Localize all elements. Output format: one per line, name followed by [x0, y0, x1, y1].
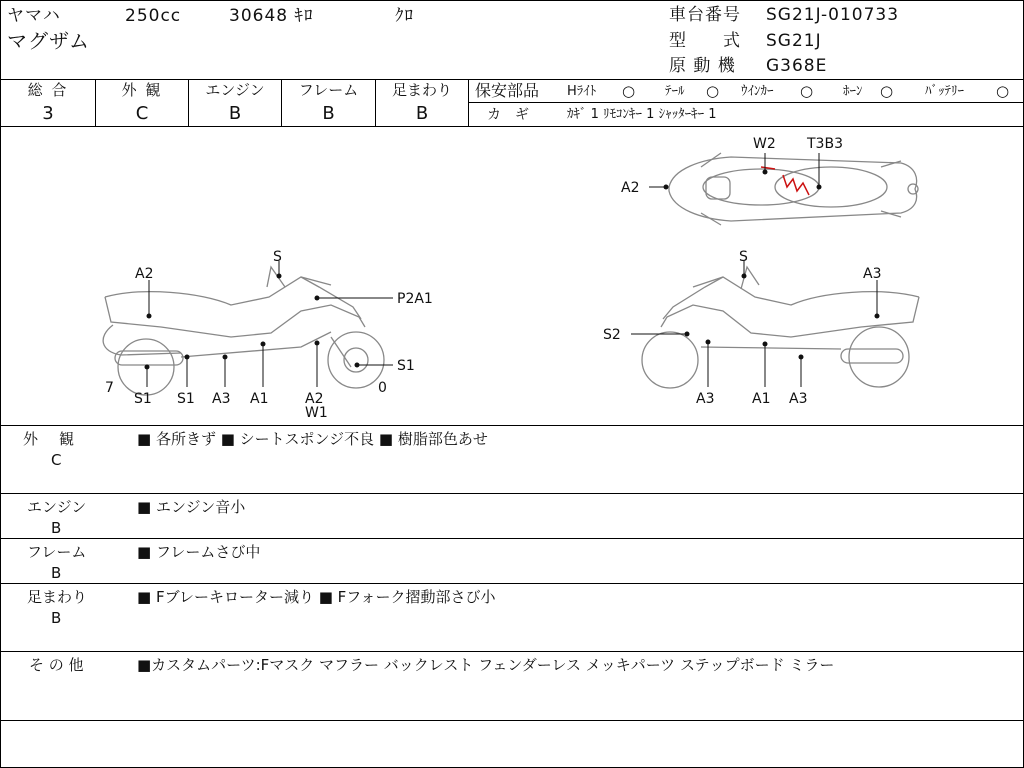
vehicle-header [1, 1, 1023, 80]
grade-frame [282, 80, 376, 126]
remark-text: ■ 各所きず ■ シートスポンジ不良 ■ 樹脂部色あせ [137, 430, 488, 448]
status-icon: ○ [996, 82, 1010, 100]
safety-item-winker: ｳｲﾝｶｰ [741, 84, 774, 99]
diagram-label: A1 [250, 391, 269, 407]
frame-no: SG21J-010733 [766, 5, 900, 25]
grade-label: 総 合 [27, 81, 69, 99]
grade-label: エンジン [205, 81, 265, 99]
remark-grade: B [51, 564, 62, 582]
safety-item-tail: ﾃｰﾙ [665, 84, 685, 99]
remark-category: フレーム [27, 543, 87, 561]
grade-label: フレーム [298, 81, 359, 99]
safety-item-headlight: Hﾗｲﾄ [567, 84, 597, 99]
grade-value: B [228, 103, 242, 124]
diagram-label: S1 [177, 391, 195, 407]
status-icon: ○ [706, 82, 720, 100]
remark-text: ■ Fブレーキローター減り ■ Fフォーク摺動部さび小 [137, 588, 496, 606]
diagram-label: S [273, 249, 282, 265]
remark-grade: B [51, 609, 62, 627]
remark-engine [1, 494, 1023, 539]
grade-suspension [376, 80, 469, 126]
displacement: 250cc [125, 6, 182, 26]
engine-label: 原 動 機 [669, 56, 736, 76]
type-value: SG21J [766, 31, 822, 51]
maker: ヤマハ [7, 6, 61, 26]
grade-row [1, 80, 1023, 127]
remark-category: 足まわり [27, 588, 88, 606]
diagram-label: A3 [212, 391, 231, 407]
grade-value: C [135, 103, 149, 124]
grade-label: 外 観 [121, 81, 163, 99]
status-icon: ○ [880, 82, 894, 100]
remark-category: エンジン [27, 498, 87, 516]
damage-markers [145, 170, 880, 370]
grade-engine [189, 80, 282, 126]
grade-value: 3 [42, 103, 54, 124]
remark-grade: B [51, 519, 62, 537]
safety-title: 保安部品 [475, 81, 540, 100]
engine-value: G368E [766, 56, 828, 76]
model-name: マグザム [7, 29, 90, 53]
grade-exterior [96, 80, 189, 126]
remark-category: そ の 他 [29, 656, 84, 674]
remark-grade: C [51, 451, 62, 469]
safety-item-horn: ﾎｰﾝ [843, 84, 863, 99]
diagram-label: A1 [752, 391, 771, 407]
diagram-label: A2 [305, 391, 324, 407]
leader-lines [147, 153, 877, 387]
remark-other [1, 652, 1023, 721]
frame-no-label: 車台番号 [669, 5, 741, 25]
diagram-label: W2 [753, 136, 776, 152]
remark-suspension [1, 584, 1023, 652]
type-label: 型 式 [669, 31, 741, 51]
color: ｸﾛ [395, 6, 414, 26]
keys-value: ｶｷﾞ 1 ﾘﾓｺﾝｷｰ 1 ｼｬｯﾀｰｷｰ 1 [567, 107, 717, 122]
damage-diagram [1, 127, 1023, 426]
grade-label: 足まわり [391, 81, 452, 99]
grade-value: B [322, 103, 335, 124]
diagram-label: 7 [105, 380, 114, 396]
diagram-label: A3 [863, 266, 882, 282]
diagram-label: P2A1 [397, 291, 433, 307]
diagram-label: A3 [789, 391, 808, 407]
safety-parts [469, 80, 1023, 126]
scooter-drawing [1, 127, 1023, 425]
remark-text: ■カスタムパーツ:Fマスク マフラー バックレスト フェンダーレス メッキパーツ ステップボード ミラー [137, 656, 835, 674]
safety-item-battery: ﾊﾞｯﾃﾘｰ [925, 84, 964, 99]
diagram-label: A2 [621, 180, 640, 196]
keys-label: カ ギ [487, 107, 529, 123]
diagram-label: S1 [134, 391, 152, 407]
diagram-label: W1 [305, 405, 328, 421]
diagram-label: A2 [135, 266, 154, 282]
grade-value: B [415, 103, 429, 124]
status-icon: ○ [800, 82, 814, 100]
remark-frame [1, 539, 1023, 584]
scooter-left-view [103, 267, 384, 395]
remark-category: 外 観 [23, 430, 78, 448]
scooter-top-view [669, 153, 918, 225]
grade-overall [1, 80, 96, 126]
diagram-label: T3B3 [807, 136, 843, 152]
diagram-label: S [739, 249, 748, 265]
diagram-label: A3 [696, 391, 715, 407]
remark-exterior [1, 426, 1023, 494]
remark-text: ■ エンジン音小 [137, 498, 246, 516]
diagram-label: 0 [378, 380, 387, 396]
diagram-label: S2 [603, 327, 621, 343]
safety-row [469, 80, 1023, 103]
mileage: 30648 ｷﾛ [229, 6, 314, 26]
remark-text: ■ フレームさび中 [137, 543, 261, 561]
diagram-label: S1 [397, 358, 415, 374]
status-icon: ○ [622, 82, 636, 100]
